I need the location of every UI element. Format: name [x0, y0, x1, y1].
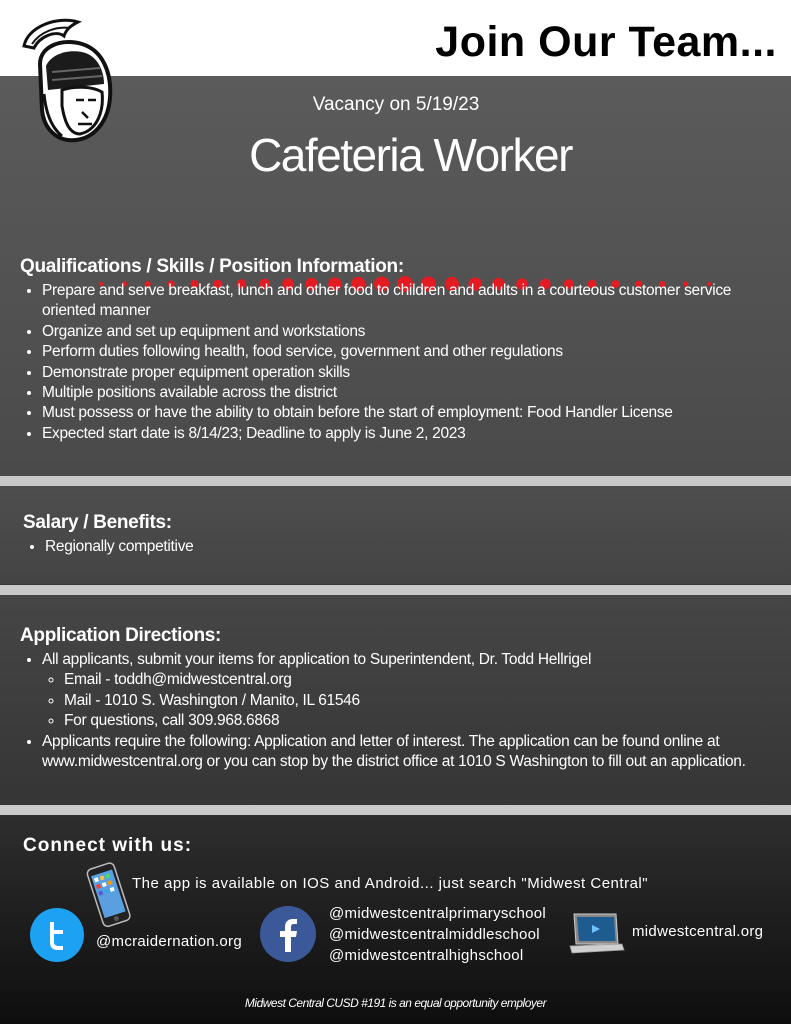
qualifications-list [20, 281, 765, 444]
section-divider [0, 585, 791, 595]
qualifications-section [20, 256, 765, 444]
smartphone-icon [83, 861, 133, 931]
list-item: • Perform duties following health, food service, government and other regulations [42, 342, 765, 362]
salary-heading: Salary / Benefits: [23, 512, 172, 533]
application-list [20, 650, 770, 772]
list-item: • Prepare and serve breakfast, lunch and other food to children and adults in a courteous customer service oriented manner [42, 281, 765, 322]
knight-helmet-logo [18, 14, 118, 146]
hero-section [0, 76, 791, 476]
application-heading: Application Directions: [20, 625, 222, 646]
facebook-handle-primary[interactable]: @midwestcentralprimaryschool [329, 905, 547, 922]
contact-mail: ◦ Mail - 1010 S. Washington / Manito, IL 61546 [64, 691, 770, 711]
salary-section [0, 486, 791, 584]
title-bar [0, 0, 791, 76]
contact-sublist [42, 670, 770, 731]
qualifications-heading: Qualifications / Skills / Position Information: [20, 256, 404, 277]
connect-heading: Connect with us: [23, 835, 193, 856]
page-title: Join Our Team... [435, 18, 777, 66]
salary-list [23, 537, 763, 557]
app-availability-text: The app is available on IOS and Android... just search "Midwest Central" [132, 875, 649, 892]
section-divider [0, 805, 791, 815]
list-item: • Applicants require the following: Application and letter of interest. The application can be found online at www.midwestcentral.org or you can stop by the district office at 1010 S Washington to fill out an application. [42, 732, 770, 773]
list-item: • Multiple positions available across the district [42, 383, 765, 403]
website-link[interactable]: midwestcentral.org [632, 923, 764, 940]
contact-phone: ◦ For questions, call 309.968.6868 [64, 711, 770, 731]
list-item: • Must possess or have the ability to obtain before the start of employment: Food Handler License [42, 403, 765, 423]
vacancy-date: Vacancy on 5/19/23 [312, 94, 480, 115]
application-instruction: All applicants, submit your items for application to Superintendent, Dr. Todd Hellrigel [42, 651, 592, 668]
laptop-icon [566, 910, 626, 960]
application-section [0, 595, 791, 805]
twitter-icon[interactable] [30, 908, 84, 962]
section-divider [0, 476, 791, 486]
list-item: • Organize and set up equipment and workstations [42, 322, 765, 342]
connect-section [0, 815, 791, 1024]
list-item: • Regionally competitive [45, 537, 763, 557]
facebook-icon[interactable] [260, 906, 316, 962]
twitter-handle[interactable]: @mcraidernation.org [96, 933, 242, 950]
facebook-handle-middle[interactable]: @midwestcentralmiddleschool [329, 926, 540, 943]
job-title: Cafeteria Worker [249, 129, 572, 181]
facebook-handles [329, 903, 546, 966]
list-item [42, 650, 770, 732]
facebook-handle-high[interactable]: @midwestcentralhighschool [329, 947, 524, 964]
equal-opportunity-footer: Midwest Central CUSD #191 is an equal opportunity employer [244, 996, 547, 1010]
contact-email: ◦ Email - toddh@midwestcentral.org [64, 670, 770, 690]
list-item: • Expected start date is 8/14/23; Deadline to apply is June 2, 2023 [42, 424, 765, 444]
list-item: • Demonstrate proper equipment operation skills [42, 363, 765, 383]
